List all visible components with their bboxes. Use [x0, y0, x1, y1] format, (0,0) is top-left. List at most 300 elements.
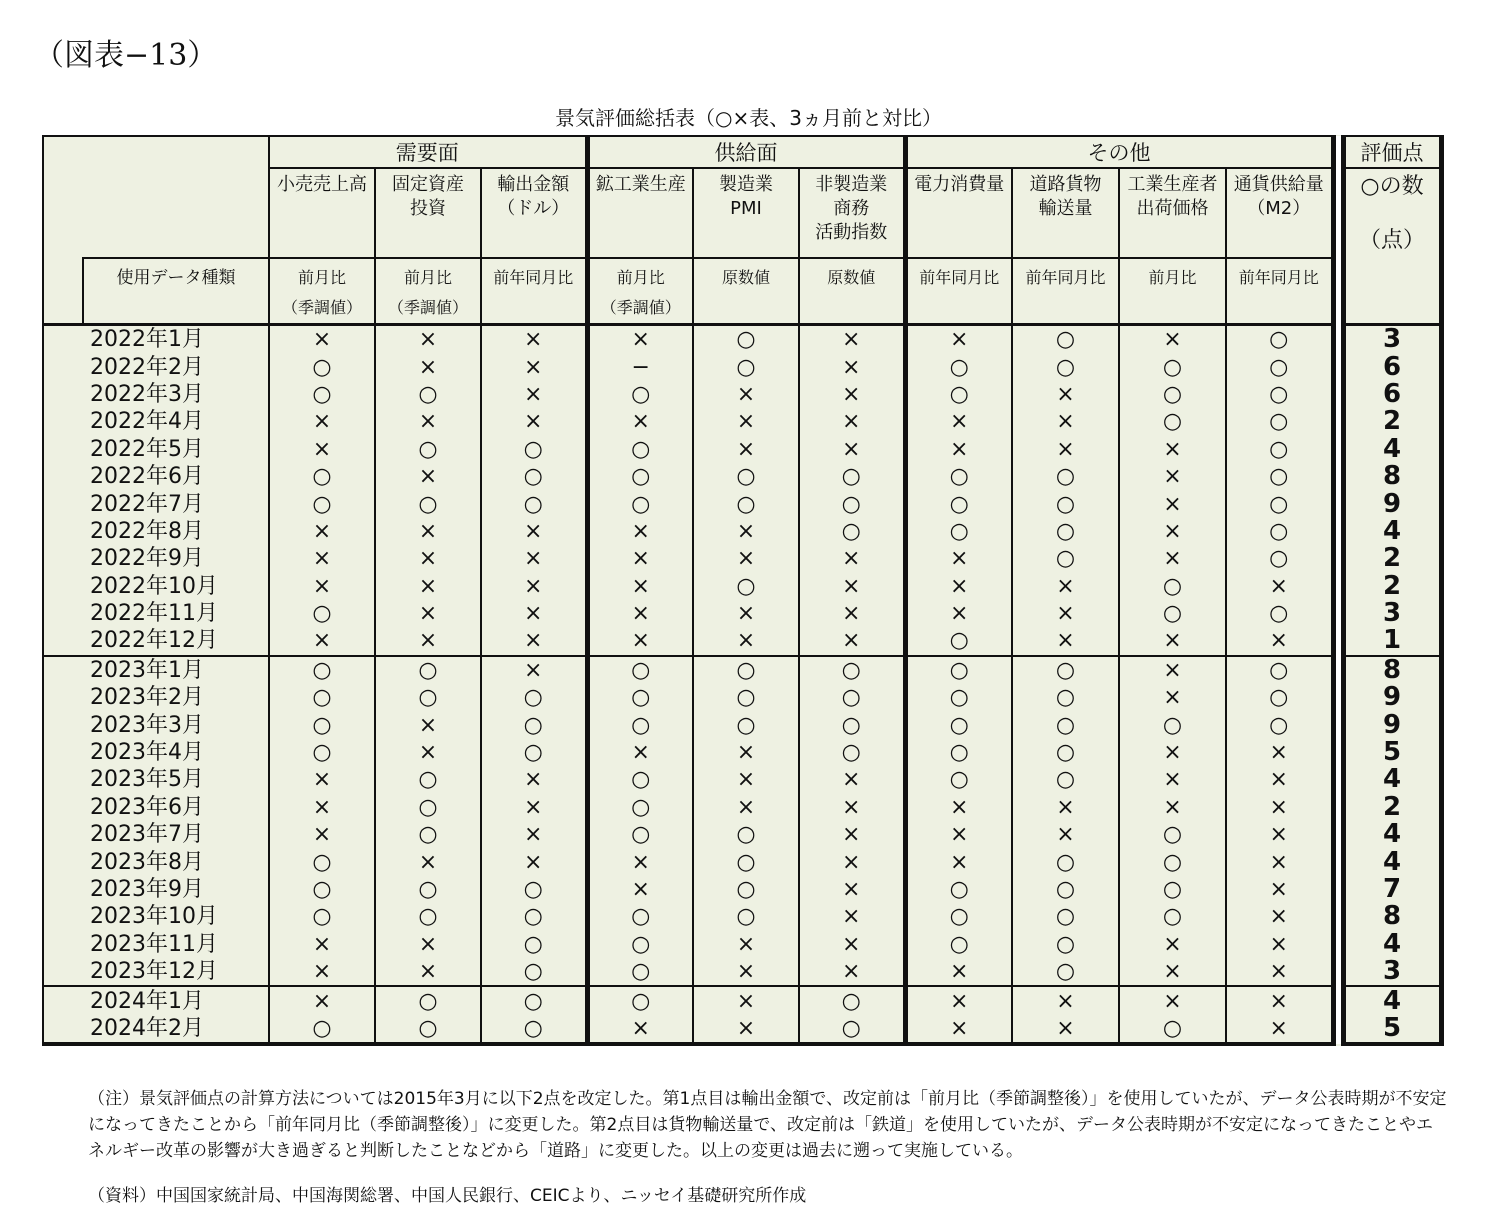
row-date: 2022年1月: [43, 325, 269, 354]
evaluation-mark: ×: [905, 408, 1012, 435]
evaluation-mark: ×: [905, 848, 1012, 875]
row-score: 4: [1343, 931, 1441, 958]
table-row: [43, 1015, 1441, 1044]
row-date: 2023年11月: [43, 931, 269, 958]
row-score: 6: [1343, 381, 1441, 408]
evaluation-mark: ×: [799, 876, 905, 903]
evaluation-mark: ×: [587, 325, 693, 354]
evaluation-mark: ×: [481, 381, 587, 408]
row-date: 2022年12月: [43, 627, 269, 655]
evaluation-mark: ○: [799, 739, 905, 766]
evaluation-mark: ×: [481, 600, 587, 627]
evaluation-mark: −: [587, 353, 693, 380]
evaluation-mark: ×: [587, 627, 693, 655]
evaluation-mark: ○: [1226, 381, 1333, 408]
evaluation-mark: ○: [481, 711, 587, 738]
evaluation-mark: ×: [375, 573, 481, 600]
evaluation-mark: ○: [587, 766, 693, 793]
evaluation-mark: ×: [1012, 573, 1119, 600]
table-row: [43, 436, 1441, 463]
indicator-label-line: 電力消費量: [914, 174, 1005, 195]
evaluation-mark: ○: [1119, 848, 1226, 875]
evaluation-mark: ○: [905, 463, 1012, 490]
evaluation-mark: ×: [375, 545, 481, 572]
evaluation-mark: ×: [375, 325, 481, 354]
row-score: 7: [1343, 876, 1441, 903]
evaluation-mark: ×: [799, 408, 905, 435]
indicator-unit-line: 前年同月比: [1025, 268, 1106, 287]
indicator-header: [375, 168, 481, 258]
row-date: 2024年1月: [43, 986, 269, 1014]
indicator-unit: [269, 258, 375, 325]
evaluation-mark: ○: [1226, 353, 1333, 380]
group-supply: 供給面: [587, 136, 905, 168]
table-row: [43, 821, 1441, 848]
evaluation-mark: ○: [481, 903, 587, 930]
blank-indent-cell: [43, 258, 83, 325]
row-score: 8: [1343, 463, 1441, 490]
evaluation-mark: ○: [693, 463, 799, 490]
evaluation-mark: ○: [1226, 518, 1333, 545]
evaluation-mark: ○: [693, 876, 799, 903]
evaluation-mark: ×: [905, 1015, 1012, 1044]
evaluation-mark: ×: [693, 766, 799, 793]
row-score: 3: [1343, 600, 1441, 627]
indicator-label-line: 鉱工業生産: [595, 174, 686, 195]
row-score: 2: [1343, 794, 1441, 821]
row-score: 3: [1343, 958, 1441, 986]
evaluation-mark: ×: [1119, 766, 1226, 793]
evaluation-mark: ×: [1012, 986, 1119, 1014]
evaluation-mark: ×: [481, 408, 587, 435]
evaluation-mark: ○: [693, 821, 799, 848]
evaluation-mark: ×: [799, 381, 905, 408]
evaluation-mark: ×: [481, 821, 587, 848]
evaluation-mark: ×: [905, 958, 1012, 986]
indicator-label-line: 非製造業: [815, 174, 888, 195]
evaluation-mark: ×: [1226, 573, 1333, 600]
evaluation-mark: ×: [1119, 325, 1226, 354]
indicator-unit-line: （季調値）: [600, 298, 681, 317]
evaluation-mark: ×: [1119, 794, 1226, 821]
evaluation-mark: ×: [905, 794, 1012, 821]
evaluation-mark: ×: [1119, 931, 1226, 958]
row-date: 2023年5月: [43, 766, 269, 793]
evaluation-mark: ○: [481, 684, 587, 711]
evaluation-mark: ×: [1119, 518, 1226, 545]
evaluation-mark: ×: [1226, 794, 1333, 821]
table-row: [43, 931, 1441, 958]
evaluation-mark: ○: [905, 381, 1012, 408]
indicator-unit-line: 前年同月比: [1238, 268, 1319, 287]
evaluation-mark: ×: [375, 711, 481, 738]
indicator-unit-line: 前月比: [1148, 268, 1197, 287]
evaluation-mark: ×: [1119, 684, 1226, 711]
indicator-label-line: 固定資産: [392, 174, 464, 195]
indicator-label-line: 出荷価格: [1136, 198, 1209, 219]
indicator-label-line: 道路貨物: [1029, 174, 1102, 195]
evaluation-mark: ○: [375, 821, 481, 848]
indicator-label-line: 通貨供給量: [1233, 174, 1324, 195]
indicator-label-line: 輸送量: [1038, 198, 1093, 219]
data-type-row: [43, 258, 1441, 325]
evaluation-mark: ○: [587, 381, 693, 408]
evaluation-mark: ×: [799, 627, 905, 655]
evaluation-mark: ○: [269, 848, 375, 875]
table-row: [43, 739, 1441, 766]
evaluation-mark: ○: [1012, 684, 1119, 711]
row-date: 2023年3月: [43, 711, 269, 738]
evaluation-mark: ○: [481, 986, 587, 1014]
row-score: 5: [1343, 739, 1441, 766]
evaluation-mark: ○: [693, 711, 799, 738]
indicator-unit-line: 前月比: [297, 268, 346, 287]
evaluation-mark: ×: [693, 381, 799, 408]
score-sub-label: ○の数: [1360, 174, 1424, 199]
evaluation-mark: ×: [693, 958, 799, 986]
row-date: 2022年10月: [43, 573, 269, 600]
indicator-header: [905, 168, 1012, 258]
table-row: [43, 766, 1441, 793]
indicator-label-line: 商務: [833, 198, 870, 219]
table-row: [43, 656, 1441, 684]
table-row: [43, 794, 1441, 821]
evaluation-mark: ×: [799, 821, 905, 848]
evaluation-mark: ○: [693, 325, 799, 354]
figure-label: （図表−13）: [34, 38, 218, 73]
evaluation-mark: ○: [1226, 684, 1333, 711]
row-score: 5: [1343, 1015, 1441, 1044]
row-score: 4: [1343, 986, 1441, 1014]
indicator-unit: [1012, 258, 1119, 325]
evaluation-mark: ×: [269, 821, 375, 848]
evaluation-mark: ×: [587, 573, 693, 600]
table-row: [43, 408, 1441, 435]
evaluation-mark: ×: [375, 958, 481, 986]
evaluation-mark: ×: [799, 353, 905, 380]
evaluation-table: [42, 135, 1444, 1046]
evaluation-mark: ×: [799, 545, 905, 572]
evaluation-mark: ×: [1012, 600, 1119, 627]
evaluation-mark: ○: [1012, 518, 1119, 545]
row-date: 2022年5月: [43, 436, 269, 463]
evaluation-mark: ×: [693, 518, 799, 545]
row-score: 9: [1343, 490, 1441, 517]
evaluation-mark: ×: [1226, 986, 1333, 1014]
score-unit-label: （点）: [1358, 228, 1425, 253]
indicator-unit: [1226, 258, 1333, 325]
evaluation-mark: ○: [1119, 381, 1226, 408]
evaluation-mark: ○: [481, 958, 587, 986]
evaluation-mark: ×: [1119, 656, 1226, 684]
evaluation-mark: ○: [1226, 408, 1333, 435]
evaluation-mark: ×: [1012, 794, 1119, 821]
evaluation-mark: ×: [375, 353, 481, 380]
evaluation-mark: ○: [1012, 656, 1119, 684]
indicator-unit-line: 原数値: [827, 268, 876, 287]
evaluation-mark: ○: [1119, 353, 1226, 380]
evaluation-mark: ×: [269, 931, 375, 958]
evaluation-mark: ×: [375, 463, 481, 490]
evaluation-mark: ○: [905, 931, 1012, 958]
evaluation-mark: ○: [375, 381, 481, 408]
evaluation-mark: ○: [269, 463, 375, 490]
evaluation-mark: ○: [905, 711, 1012, 738]
evaluation-mark: ×: [693, 739, 799, 766]
row-score: 4: [1343, 848, 1441, 875]
evaluation-mark: ×: [799, 766, 905, 793]
evaluation-mark: ○: [1119, 1015, 1226, 1044]
row-date: 2022年4月: [43, 408, 269, 435]
evaluation-mark: ×: [481, 766, 587, 793]
table-row: [43, 600, 1441, 627]
row-date: 2022年2月: [43, 353, 269, 380]
evaluation-mark: ○: [905, 766, 1012, 793]
row-score: 4: [1343, 518, 1441, 545]
evaluation-mark: ○: [693, 903, 799, 930]
evaluation-mark: ○: [269, 876, 375, 903]
table-row: [43, 958, 1441, 986]
evaluation-mark: ×: [481, 848, 587, 875]
evaluation-mark: ○: [905, 903, 1012, 930]
evaluation-mark: ○: [587, 821, 693, 848]
indicator-header: [1012, 168, 1119, 258]
evaluation-mark: ○: [1012, 463, 1119, 490]
indicator-header: [1119, 168, 1226, 258]
evaluation-mark: ×: [269, 958, 375, 986]
evaluation-mark: ○: [693, 490, 799, 517]
evaluation-mark: ×: [587, 600, 693, 627]
table-row: [43, 353, 1441, 380]
evaluation-mark: ×: [269, 573, 375, 600]
evaluation-mark: ○: [905, 656, 1012, 684]
evaluation-mark: ×: [799, 848, 905, 875]
table-row: [43, 711, 1441, 738]
evaluation-mark: ○: [375, 794, 481, 821]
score-subheader: [1343, 168, 1441, 325]
evaluation-mark: ×: [587, 876, 693, 903]
evaluation-mark: ×: [375, 518, 481, 545]
column-gap: [1333, 136, 1343, 1044]
evaluation-mark: ○: [269, 711, 375, 738]
evaluation-mark: ×: [1012, 821, 1119, 848]
group-score: 評価点: [1343, 136, 1441, 168]
evaluation-mark: ○: [1012, 545, 1119, 572]
evaluation-mark: ×: [1226, 1015, 1333, 1044]
evaluation-mark: ×: [905, 325, 1012, 354]
row-score: 8: [1343, 903, 1441, 930]
evaluation-mark: ○: [1012, 931, 1119, 958]
indicator-header: [693, 168, 799, 258]
evaluation-mark: ○: [693, 573, 799, 600]
evaluation-mark: ×: [1226, 903, 1333, 930]
evaluation-mark: ×: [481, 573, 587, 600]
table-row: [43, 545, 1441, 572]
corner-cell: [43, 136, 269, 258]
evaluation-mark: ×: [587, 408, 693, 435]
evaluation-mark: ○: [905, 876, 1012, 903]
evaluation-mark: ○: [269, 739, 375, 766]
indicator-unit-line: 前年同月比: [493, 268, 574, 287]
evaluation-mark: ○: [799, 463, 905, 490]
data-type-label: 使用データ種類: [83, 258, 269, 325]
evaluation-mark: ○: [269, 490, 375, 517]
evaluation-mark: ×: [269, 518, 375, 545]
evaluation-mark: ×: [587, 1015, 693, 1044]
table-row: [43, 463, 1441, 490]
evaluation-mark: ○: [1012, 739, 1119, 766]
footnote: （注）景気評価点の計算方法については2015年3月に以下2点を改定した。第1点目は輸出金額で、改定前は「前月比（季節調整後）」を使用していたが、データ公表時期が不安定になってきたことから「前年同月比（季節調整後）」に変更した。第2点目は貨物輸送量で、改定前は「鉄道」を使用していたが、データ公表時期が不安定になってきたことやエネルギー改革の影響が大き過ぎると判断したことなどから「道路」に変更した。以上の変更は過去に遡って実施している。: [88, 1089, 1447, 1161]
evaluation-mark: ×: [693, 986, 799, 1014]
evaluation-mark: ×: [1119, 545, 1226, 572]
evaluation-mark: ×: [799, 325, 905, 354]
evaluation-mark: ×: [1226, 766, 1333, 793]
indicator-unit: [375, 258, 481, 325]
evaluation-mark: ×: [693, 627, 799, 655]
evaluation-mark: ○: [693, 656, 799, 684]
evaluation-mark: ○: [269, 903, 375, 930]
evaluation-mark: ○: [587, 931, 693, 958]
evaluation-mark: ○: [1119, 711, 1226, 738]
evaluation-mark: ×: [1119, 739, 1226, 766]
indicator-label-line: 小売売上高: [277, 174, 367, 195]
evaluation-mark: ○: [1012, 958, 1119, 986]
indicator-label-line: PMI: [730, 198, 762, 219]
row-date: 2022年3月: [43, 381, 269, 408]
evaluation-mark: ×: [799, 903, 905, 930]
row-score: 8: [1343, 656, 1441, 684]
row-score: 2: [1343, 408, 1441, 435]
evaluation-mark: ○: [481, 490, 587, 517]
evaluation-mark: ○: [905, 490, 1012, 517]
evaluation-mark: ○: [269, 656, 375, 684]
evaluation-mark: ○: [375, 490, 481, 517]
evaluation-mark: ○: [1226, 600, 1333, 627]
evaluation-mark: ×: [799, 931, 905, 958]
evaluation-mark: ×: [269, 794, 375, 821]
evaluation-mark: ×: [1226, 848, 1333, 875]
evaluation-mark: ×: [693, 1015, 799, 1044]
table-row: [43, 627, 1441, 655]
evaluation-mark: ○: [799, 518, 905, 545]
row-date: 2023年2月: [43, 684, 269, 711]
evaluation-mark: ×: [1119, 436, 1226, 463]
row-score: 6: [1343, 353, 1441, 380]
evaluation-mark: ×: [905, 821, 1012, 848]
evaluation-mark: ○: [481, 876, 587, 903]
evaluation-mark: ×: [693, 436, 799, 463]
evaluation-mark: ○: [269, 353, 375, 380]
evaluation-mark: ×: [1012, 408, 1119, 435]
evaluation-mark: ○: [269, 381, 375, 408]
row-date: 2023年6月: [43, 794, 269, 821]
row-score: 1: [1343, 627, 1441, 655]
indicator-unit-line: 原数値: [721, 268, 770, 287]
indicator-unit: [481, 258, 587, 325]
indicator-unit-line: 前年同月比: [919, 268, 1000, 287]
evaluation-mark: ×: [1119, 490, 1226, 517]
evaluation-mark: ○: [375, 1015, 481, 1044]
table-row: [43, 684, 1441, 711]
evaluation-mark: ×: [481, 353, 587, 380]
row-score: 4: [1343, 436, 1441, 463]
evaluation-mark: ○: [1012, 876, 1119, 903]
indicator-label-line: 輸出金額: [497, 174, 570, 195]
row-score: 9: [1343, 684, 1441, 711]
evaluation-mark: ×: [693, 794, 799, 821]
evaluation-mark: ×: [1012, 436, 1119, 463]
evaluation-mark: ×: [587, 518, 693, 545]
evaluation-mark: ○: [799, 656, 905, 684]
table-row: [43, 325, 1441, 354]
indicator-unit: [1119, 258, 1226, 325]
evaluation-mark: ×: [693, 931, 799, 958]
indicator-header: [1226, 168, 1333, 258]
evaluation-mark: ○: [905, 627, 1012, 655]
evaluation-mark: ×: [905, 545, 1012, 572]
evaluation-mark: ○: [905, 684, 1012, 711]
source-note: （資料）中国国家統計局、中国海関総署、中国人民銀行、CEICより、ニッセイ基礎研究所作成: [88, 1186, 807, 1206]
row-date: 2022年8月: [43, 518, 269, 545]
indicator-unit: [587, 258, 693, 325]
evaluation-mark: ○: [587, 656, 693, 684]
evaluation-mark: ×: [1226, 876, 1333, 903]
evaluation-mark: ×: [375, 931, 481, 958]
evaluation-mark: ○: [587, 463, 693, 490]
evaluation-mark: ○: [375, 766, 481, 793]
indicator-unit: [693, 258, 799, 325]
evaluation-mark: ○: [1012, 353, 1119, 380]
evaluation-mark: ×: [1012, 381, 1119, 408]
indicator-unit-line: 前月比: [403, 268, 452, 287]
indicator-header: [587, 168, 693, 258]
evaluation-mark: ×: [905, 600, 1012, 627]
evaluation-mark: ×: [1226, 821, 1333, 848]
row-date: 2022年11月: [43, 600, 269, 627]
evaluation-mark: ○: [1119, 573, 1226, 600]
table-row: [43, 848, 1441, 875]
row-date: 2023年9月: [43, 876, 269, 903]
evaluation-mark: ×: [1226, 931, 1333, 958]
evaluation-mark: ×: [1226, 739, 1333, 766]
indicator-header: [481, 168, 587, 258]
table-row: [43, 573, 1441, 600]
evaluation-mark: ×: [799, 600, 905, 627]
table-row: [43, 490, 1441, 517]
row-score: 9: [1343, 711, 1441, 738]
indicator-unit-line: 前月比: [616, 268, 665, 287]
evaluation-mark: ○: [693, 684, 799, 711]
group-other: その他: [905, 136, 1333, 168]
group-demand: 需要面: [269, 136, 587, 168]
evaluation-mark: ○: [1226, 463, 1333, 490]
evaluation-mark: ○: [1119, 903, 1226, 930]
evaluation-mark: ○: [1119, 821, 1226, 848]
evaluation-mark: ×: [1012, 627, 1119, 655]
group-header-row: [43, 136, 1441, 168]
evaluation-mark: ×: [1119, 463, 1226, 490]
evaluation-mark: ×: [799, 436, 905, 463]
evaluation-mark: ○: [587, 958, 693, 986]
table-row: [43, 986, 1441, 1014]
table-row: [43, 381, 1441, 408]
evaluation-mark: ○: [1226, 711, 1333, 738]
row-date: 2023年7月: [43, 821, 269, 848]
evaluation-mark: ○: [799, 490, 905, 517]
evaluation-mark: ×: [375, 408, 481, 435]
row-score: 3: [1343, 325, 1441, 354]
evaluation-mark: ×: [375, 627, 481, 655]
